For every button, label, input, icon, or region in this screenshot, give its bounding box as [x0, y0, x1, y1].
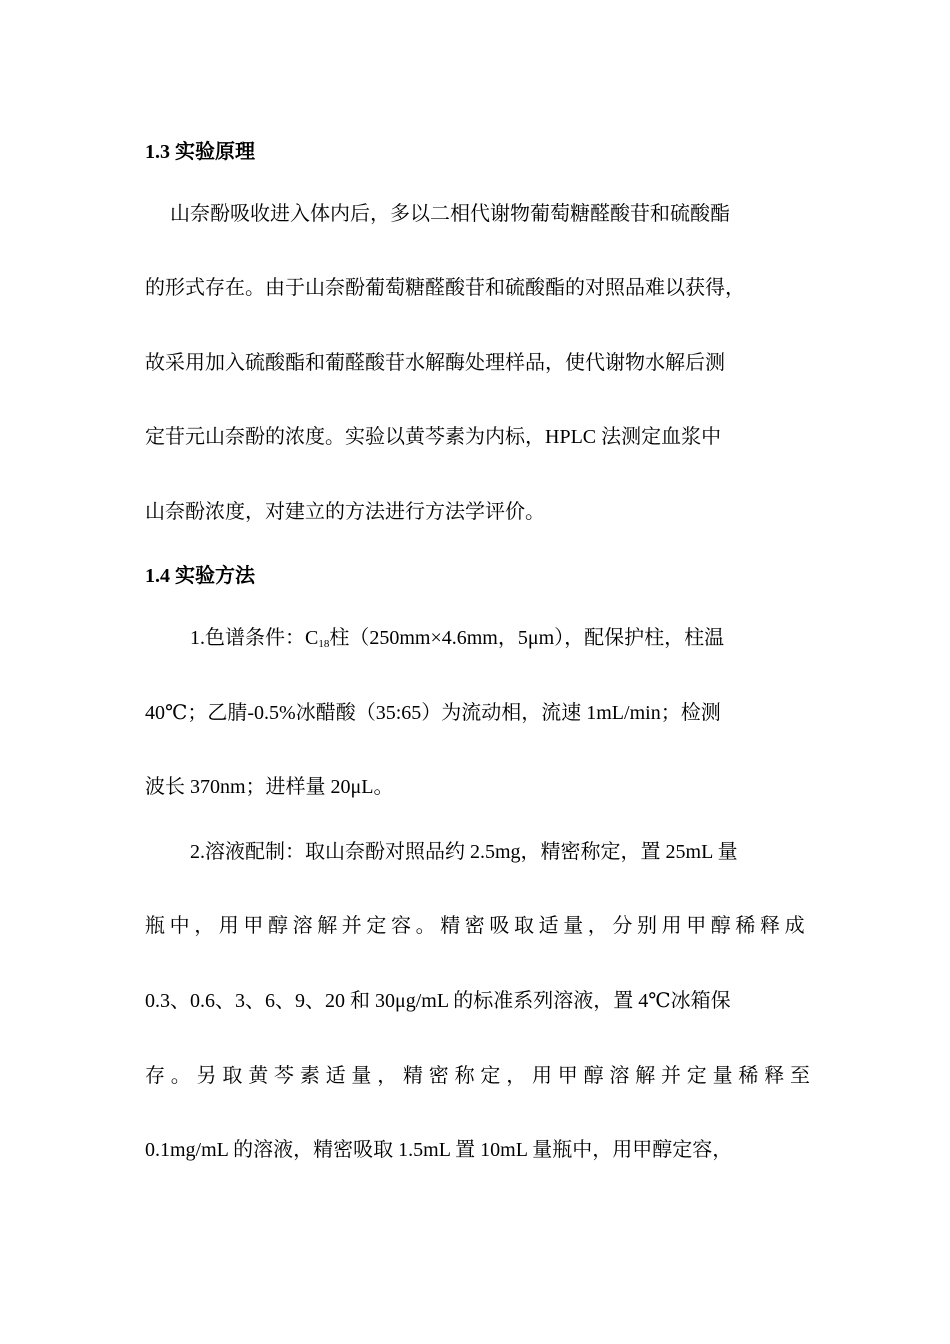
paragraph-line: 的形式存在。由于山奈酚葡萄糖醛酸苷和硫酸酯的对照品难以获得，	[145, 277, 745, 299]
c18-subscript: 18	[318, 638, 330, 650]
section-heading-1-3: 1.3 实验原理	[145, 141, 255, 163]
paragraph-line: 2.溶液配制：取山奈酚对照品约 2.5mg，精密称定，置 25mL 量	[190, 841, 738, 863]
paragraph-line: 故采用加入硫酸酯和葡醛酸苷水解酶处理样品，使代谢物水解后测	[145, 352, 725, 374]
paragraph-line: 存。另取黄芩素适量，精密称定，用甲醇溶解并定量稀释至	[145, 1065, 816, 1087]
paragraph-line: 0.1mg/mL 的溶液，精密吸取 1.5mL 置 10mL 量瓶中，用甲醇定容，	[145, 1139, 733, 1161]
paragraph-line: 山奈酚浓度，对建立的方法进行方法学评价。	[145, 501, 545, 523]
chromatography-conditions-line	[190, 626, 724, 650]
chromatography-prefix: 1.色谱条件：C	[190, 627, 319, 649]
paragraph-line: 波长 370nm；进样量 20μL。	[145, 776, 394, 798]
section-heading-1-4: 1.4 实验方法	[145, 565, 255, 587]
paragraph-line: 0.3、0.6、3、6、9、20 和 30μg/mL 的标准系列溶液，置 4℃冰箱保	[145, 990, 731, 1012]
paragraph-line: 瓶中，用甲醇溶解并定容。精密吸取适量，分别用甲醇稀释成	[145, 915, 810, 937]
paragraph-line: 定苷元山奈酚的浓度。实验以黄芩素为内标，HPLC 法测定血浆中	[145, 426, 722, 448]
chromatography-suffix: 柱（250mm×4.6mm，5μm），配保护柱，柱温	[329, 627, 725, 649]
paragraph-line: 山奈酚吸收进入体内后，多以二相代谢物葡萄糖醛酸苷和硫酸酯	[170, 203, 730, 225]
paragraph-line: 40℃；乙腈-0.5%冰醋酸（35:65）为流动相，流速 1mL/min；检测	[145, 702, 721, 724]
